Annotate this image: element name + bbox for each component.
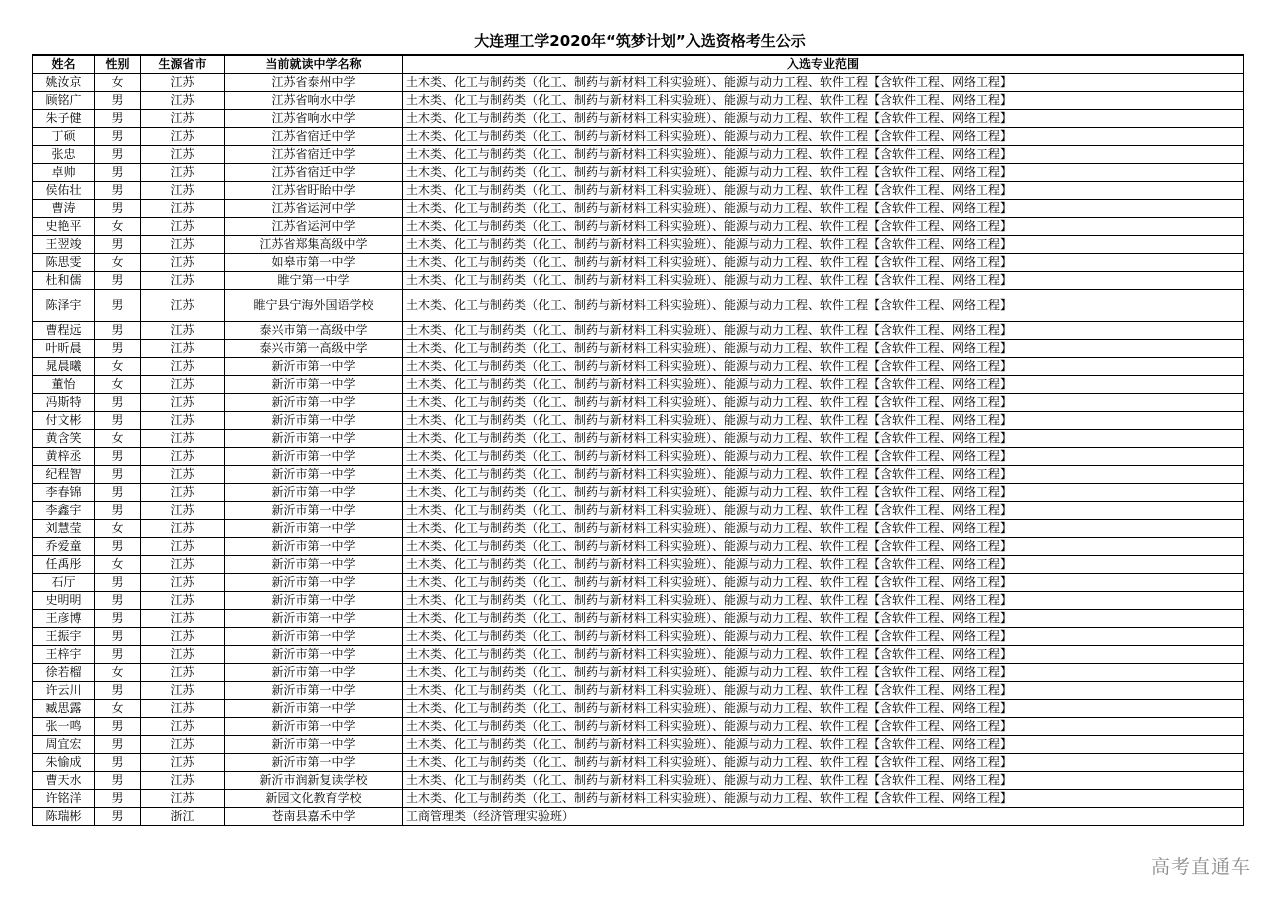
cell-major-scope: 土木类、化工与制药类（化工、制药与新材料工科实验班）、能源与动力工程、软件工程【含软件工程、网络工程】 — [403, 272, 1244, 290]
cell-major-scope: 土木类、化工与制药类（化工、制药与新材料工科实验班）、能源与动力工程、软件工程【含软件工程、网络工程】 — [403, 182, 1244, 200]
cell-major-scope: 土木类、化工与制药类（化工、制药与新材料工科实验班）、能源与动力工程、软件工程【含软件工程、网络工程】 — [403, 736, 1244, 754]
cell-school: 新沂市第一中学 — [225, 646, 403, 664]
cell-gender: 女 — [95, 358, 141, 376]
cell-name: 叶昕晨 — [33, 340, 95, 358]
cell-name: 臧思露 — [33, 700, 95, 718]
cell-gender: 男 — [95, 322, 141, 340]
cell-province: 江苏 — [141, 574, 225, 592]
cell-name: 史明明 — [33, 592, 95, 610]
cell-gender: 男 — [95, 538, 141, 556]
cell-name: 朱子健 — [33, 110, 95, 128]
cell-school: 新沂市第一中学 — [225, 358, 403, 376]
cell-major-scope: 土木类、化工与制药类（化工、制药与新材料工科实验班）、能源与动力工程、软件工程【含软件工程、网络工程】 — [403, 682, 1244, 700]
cell-school: 新沂市第一中学 — [225, 574, 403, 592]
cell-name: 王梓宇 — [33, 646, 95, 664]
cell-gender: 男 — [95, 718, 141, 736]
cell-major-scope: 土木类、化工与制药类（化工、制药与新材料工科实验班）、能源与动力工程、软件工程【含软件工程、网络工程】 — [403, 394, 1244, 412]
table-row — [33, 718, 1244, 736]
cell-name: 陈瑞彬 — [33, 808, 95, 826]
watermark-text: 高考直通车 — [1150, 856, 1251, 878]
cell-province: 江苏 — [141, 290, 225, 322]
cell-major-scope: 土木类、化工与制药类（化工、制药与新材料工科实验班）、能源与动力工程、软件工程【含软件工程、网络工程】 — [403, 700, 1244, 718]
cell-school: 如皋市第一中学 — [225, 254, 403, 272]
cell-gender: 男 — [95, 128, 141, 146]
cell-name: 周宜宏 — [33, 736, 95, 754]
cell-major-scope: 土木类、化工与制药类（化工、制药与新材料工科实验班）、能源与动力工程、软件工程【含软件工程、网络工程】 — [403, 92, 1244, 110]
cell-school: 苍南县嘉禾中学 — [225, 808, 403, 826]
cell-province: 江苏 — [141, 790, 225, 808]
cell-school: 泰兴市第一高级中学 — [225, 322, 403, 340]
cell-major-scope: 土木类、化工与制药类（化工、制药与新材料工科实验班）、能源与动力工程、软件工程【含软件工程、网络工程】 — [403, 538, 1244, 556]
cell-province: 江苏 — [141, 394, 225, 412]
cell-school: 新沂市第一中学 — [225, 664, 403, 682]
cell-province: 江苏 — [141, 592, 225, 610]
cell-school: 新沂市润新复读学校 — [225, 772, 403, 790]
cell-major-scope: 土木类、化工与制药类（化工、制药与新材料工科实验班）、能源与动力工程、软件工程【含软件工程、网络工程】 — [403, 74, 1244, 92]
cell-name: 冯斯特 — [33, 394, 95, 412]
table-row — [33, 466, 1244, 484]
header-province: 生源省市 — [141, 55, 225, 74]
cell-province: 江苏 — [141, 430, 225, 448]
cell-name: 王振宇 — [33, 628, 95, 646]
cell-name: 曹天水 — [33, 772, 95, 790]
table-row — [33, 520, 1244, 538]
table-row — [33, 254, 1244, 272]
cell-province: 江苏 — [141, 164, 225, 182]
cell-school: 江苏省运河中学 — [225, 200, 403, 218]
cell-major-scope: 土木类、化工与制药类（化工、制药与新材料工科实验班）、能源与动力工程、软件工程【含软件工程、网络工程】 — [403, 358, 1244, 376]
cell-province: 江苏 — [141, 128, 225, 146]
cell-gender: 男 — [95, 790, 141, 808]
cell-major-scope: 土木类、化工与制药类（化工、制药与新材料工科实验班）、能源与动力工程、软件工程【含软件工程、网络工程】 — [403, 592, 1244, 610]
cell-province: 江苏 — [141, 646, 225, 664]
cell-province: 江苏 — [141, 146, 225, 164]
cell-name: 乔爱童 — [33, 538, 95, 556]
cell-school: 新沂市第一中学 — [225, 628, 403, 646]
cell-school: 新沂市第一中学 — [225, 502, 403, 520]
table-row — [33, 610, 1244, 628]
cell-province: 江苏 — [141, 664, 225, 682]
cell-major-scope: 土木类、化工与制药类（化工、制药与新材料工科实验班）、能源与动力工程、软件工程【含软件工程、网络工程】 — [403, 790, 1244, 808]
cell-gender: 女 — [95, 376, 141, 394]
cell-province: 江苏 — [141, 700, 225, 718]
cell-school: 江苏省宿迁中学 — [225, 128, 403, 146]
cell-school: 新沂市第一中学 — [225, 394, 403, 412]
cell-gender: 男 — [95, 502, 141, 520]
cell-name: 李春锦 — [33, 484, 95, 502]
cell-gender: 男 — [95, 92, 141, 110]
table-row — [33, 700, 1244, 718]
cell-school: 新园文化教育学校 — [225, 790, 403, 808]
table-row — [33, 376, 1244, 394]
cell-major-scope: 土木类、化工与制药类（化工、制药与新材料工科实验班）、能源与动力工程、软件工程【含软件工程、网络工程】 — [403, 484, 1244, 502]
cell-name: 张一鸣 — [33, 718, 95, 736]
table-row — [33, 664, 1244, 682]
cell-province: 江苏 — [141, 736, 225, 754]
cell-province: 江苏 — [141, 610, 225, 628]
cell-major-scope: 土木类、化工与制药类（化工、制药与新材料工科实验班）、能源与动力工程、软件工程【含软件工程、网络工程】 — [403, 164, 1244, 182]
cell-province: 江苏 — [141, 718, 225, 736]
header-major-scope: 入选专业范围 — [403, 55, 1244, 74]
cell-school: 新沂市第一中学 — [225, 718, 403, 736]
cell-gender: 男 — [95, 448, 141, 466]
table-row — [33, 218, 1244, 236]
table-row — [33, 808, 1244, 826]
cell-gender: 女 — [95, 430, 141, 448]
cell-name: 陈思雯 — [33, 254, 95, 272]
cell-name: 石厅 — [33, 574, 95, 592]
cell-province: 江苏 — [141, 200, 225, 218]
cell-gender: 女 — [95, 520, 141, 538]
cell-school: 江苏省运河中学 — [225, 218, 403, 236]
cell-gender: 男 — [95, 484, 141, 502]
cell-name: 董怡 — [33, 376, 95, 394]
cell-major-scope: 工商管理类（经济管理实验班） — [403, 808, 1244, 826]
cell-school: 江苏省宿迁中学 — [225, 164, 403, 182]
cell-gender: 男 — [95, 290, 141, 322]
cell-school: 睢宁县宁海外国语学校 — [225, 290, 403, 322]
cell-gender: 男 — [95, 628, 141, 646]
cell-school: 泰兴市第一高级中学 — [225, 340, 403, 358]
cell-school: 新沂市第一中学 — [225, 466, 403, 484]
table-row — [33, 412, 1244, 430]
table-row — [33, 146, 1244, 164]
cell-gender: 男 — [95, 646, 141, 664]
table-header-row — [33, 55, 1244, 74]
cell-province: 江苏 — [141, 412, 225, 430]
cell-name: 张忠 — [33, 146, 95, 164]
cell-gender: 男 — [95, 182, 141, 200]
header-name: 姓名 — [33, 55, 95, 74]
cell-gender: 女 — [95, 664, 141, 682]
cell-major-scope: 土木类、化工与制药类（化工、制药与新材料工科实验班）、能源与动力工程、软件工程【含软件工程、网络工程】 — [403, 290, 1244, 322]
cell-school: 新沂市第一中学 — [225, 412, 403, 430]
table-row — [33, 74, 1244, 92]
table-row — [33, 92, 1244, 110]
cell-name: 陈泽宇 — [33, 290, 95, 322]
cell-school: 新沂市第一中学 — [225, 556, 403, 574]
cell-name: 曹涛 — [33, 200, 95, 218]
cell-gender: 男 — [95, 610, 141, 628]
cell-province: 江苏 — [141, 682, 225, 700]
table-row — [33, 592, 1244, 610]
cell-name: 丁硕 — [33, 128, 95, 146]
cell-name: 晁晨曦 — [33, 358, 95, 376]
cell-province: 江苏 — [141, 110, 225, 128]
cell-school: 江苏省郑集高级中学 — [225, 236, 403, 254]
page-title: 大连理工学2020年“筑梦计划”入选资格考生公示 — [474, 32, 806, 50]
table-row — [33, 394, 1244, 412]
cell-gender: 男 — [95, 682, 141, 700]
cell-name: 李鑫宇 — [33, 502, 95, 520]
table-row — [33, 646, 1244, 664]
cell-school: 新沂市第一中学 — [225, 754, 403, 772]
table-row — [33, 272, 1244, 290]
cell-gender: 男 — [95, 340, 141, 358]
cell-major-scope: 土木类、化工与制药类（化工、制药与新材料工科实验班）、能源与动力工程、软件工程【含软件工程、网络工程】 — [403, 664, 1244, 682]
cell-province: 江苏 — [141, 628, 225, 646]
cell-school: 新沂市第一中学 — [225, 682, 403, 700]
cell-major-scope: 土木类、化工与制药类（化工、制药与新材料工科实验班）、能源与动力工程、软件工程【含软件工程、网络工程】 — [403, 236, 1244, 254]
cell-name: 史艳平 — [33, 218, 95, 236]
table-row — [33, 290, 1244, 322]
cell-major-scope: 土木类、化工与制药类（化工、制药与新材料工科实验班）、能源与动力工程、软件工程【含软件工程、网络工程】 — [403, 430, 1244, 448]
table-row — [33, 682, 1244, 700]
cell-province: 江苏 — [141, 484, 225, 502]
cell-province: 江苏 — [141, 92, 225, 110]
cell-major-scope: 土木类、化工与制药类（化工、制药与新材料工科实验班）、能源与动力工程、软件工程【含软件工程、网络工程】 — [403, 574, 1244, 592]
cell-school: 新沂市第一中学 — [225, 484, 403, 502]
cell-major-scope: 土木类、化工与制药类（化工、制药与新材料工科实验班）、能源与动力工程、软件工程【含软件工程、网络工程】 — [403, 718, 1244, 736]
cell-gender: 女 — [95, 254, 141, 272]
table-row — [33, 430, 1244, 448]
cell-gender: 男 — [95, 808, 141, 826]
cell-gender: 男 — [95, 736, 141, 754]
cell-major-scope: 土木类、化工与制药类（化工、制药与新材料工科实验班）、能源与动力工程、软件工程【含软件工程、网络工程】 — [403, 610, 1244, 628]
header-gender: 性别 — [95, 55, 141, 74]
cell-name: 王翌竣 — [33, 236, 95, 254]
table-row — [33, 322, 1244, 340]
cell-gender: 男 — [95, 200, 141, 218]
cell-name: 许云川 — [33, 682, 95, 700]
cell-province: 江苏 — [141, 772, 225, 790]
cell-gender: 男 — [95, 772, 141, 790]
cell-gender: 女 — [95, 218, 141, 236]
cell-school: 新沂市第一中学 — [225, 700, 403, 718]
cell-name: 姚汝京 — [33, 74, 95, 92]
cell-school: 江苏省泰州中学 — [225, 74, 403, 92]
cell-gender: 男 — [95, 272, 141, 290]
table-row — [33, 790, 1244, 808]
cell-major-scope: 土木类、化工与制药类（化工、制药与新材料工科实验班）、能源与动力工程、软件工程【含软件工程、网络工程】 — [403, 754, 1244, 772]
candidate-table — [32, 54, 1244, 826]
cell-gender: 男 — [95, 466, 141, 484]
cell-name: 任禹彤 — [33, 556, 95, 574]
cell-name: 朱愉成 — [33, 754, 95, 772]
cell-name: 许铭洋 — [33, 790, 95, 808]
cell-major-scope: 土木类、化工与制药类（化工、制药与新材料工科实验班）、能源与动力工程、软件工程【含软件工程、网络工程】 — [403, 376, 1244, 394]
cell-province: 江苏 — [141, 358, 225, 376]
cell-school: 新沂市第一中学 — [225, 448, 403, 466]
cell-province: 江苏 — [141, 272, 225, 290]
table-row — [33, 128, 1244, 146]
cell-major-scope: 土木类、化工与制药类（化工、制药与新材料工科实验班）、能源与动力工程、软件工程【含软件工程、网络工程】 — [403, 556, 1244, 574]
cell-school: 江苏省盱眙中学 — [225, 182, 403, 200]
table-row — [33, 502, 1244, 520]
cell-major-scope: 土木类、化工与制药类（化工、制药与新材料工科实验班）、能源与动力工程、软件工程【含软件工程、网络工程】 — [403, 466, 1244, 484]
cell-major-scope: 土木类、化工与制药类（化工、制药与新材料工科实验班）、能源与动力工程、软件工程【含软件工程、网络工程】 — [403, 146, 1244, 164]
cell-gender: 女 — [95, 700, 141, 718]
cell-province: 江苏 — [141, 466, 225, 484]
cell-major-scope: 土木类、化工与制药类（化工、制药与新材料工科实验班）、能源与动力工程、软件工程【含软件工程、网络工程】 — [403, 340, 1244, 358]
cell-province: 江苏 — [141, 556, 225, 574]
cell-province: 江苏 — [141, 502, 225, 520]
table-row — [33, 182, 1244, 200]
cell-name: 刘慧莹 — [33, 520, 95, 538]
cell-province: 江苏 — [141, 322, 225, 340]
table-row — [33, 164, 1244, 182]
table-row — [33, 484, 1244, 502]
cell-province: 江苏 — [141, 74, 225, 92]
cell-major-scope: 土木类、化工与制药类（化工、制药与新材料工科实验班）、能源与动力工程、软件工程【含软件工程、网络工程】 — [403, 412, 1244, 430]
cell-school: 江苏省响水中学 — [225, 110, 403, 128]
cell-province: 江苏 — [141, 182, 225, 200]
cell-school: 江苏省宿迁中学 — [225, 146, 403, 164]
cell-name: 王彦博 — [33, 610, 95, 628]
cell-name: 侯佑壮 — [33, 182, 95, 200]
table-row — [33, 340, 1244, 358]
cell-school: 新沂市第一中学 — [225, 736, 403, 754]
cell-name: 黄含笑 — [33, 430, 95, 448]
table-row — [33, 574, 1244, 592]
cell-school: 新沂市第一中学 — [225, 538, 403, 556]
cell-province: 江苏 — [141, 376, 225, 394]
cell-gender: 男 — [95, 574, 141, 592]
cell-province: 江苏 — [141, 254, 225, 272]
cell-major-scope: 土木类、化工与制药类（化工、制药与新材料工科实验班）、能源与动力工程、软件工程【含软件工程、网络工程】 — [403, 322, 1244, 340]
cell-major-scope: 土木类、化工与制药类（化工、制药与新材料工科实验班）、能源与动力工程、软件工程【含软件工程、网络工程】 — [403, 218, 1244, 236]
cell-major-scope: 土木类、化工与制药类（化工、制药与新材料工科实验班）、能源与动力工程、软件工程【含软件工程、网络工程】 — [403, 502, 1244, 520]
cell-gender: 男 — [95, 412, 141, 430]
table-row — [33, 200, 1244, 218]
cell-major-scope: 土木类、化工与制药类（化工、制药与新材料工科实验班）、能源与动力工程、软件工程【含软件工程、网络工程】 — [403, 254, 1244, 272]
cell-name: 黄梓丞 — [33, 448, 95, 466]
cell-major-scope: 土木类、化工与制药类（化工、制药与新材料工科实验班）、能源与动力工程、软件工程【含软件工程、网络工程】 — [403, 448, 1244, 466]
cell-name: 卓帅 — [33, 164, 95, 182]
table-row — [33, 358, 1244, 376]
table-row — [33, 772, 1244, 790]
cell-name: 顾铭广 — [33, 92, 95, 110]
cell-major-scope: 土木类、化工与制药类（化工、制药与新材料工科实验班）、能源与动力工程、软件工程【含软件工程、网络工程】 — [403, 128, 1244, 146]
cell-province: 江苏 — [141, 218, 225, 236]
cell-major-scope: 土木类、化工与制药类（化工、制药与新材料工科实验班）、能源与动力工程、软件工程【含软件工程、网络工程】 — [403, 110, 1244, 128]
cell-name: 曹程远 — [33, 322, 95, 340]
cell-gender: 男 — [95, 394, 141, 412]
table-row — [33, 538, 1244, 556]
cell-school: 新沂市第一中学 — [225, 376, 403, 394]
table-row — [33, 736, 1244, 754]
cell-gender: 男 — [95, 236, 141, 254]
cell-school: 睢宁第一中学 — [225, 272, 403, 290]
table-row — [33, 556, 1244, 574]
cell-province: 江苏 — [141, 236, 225, 254]
cell-school: 新沂市第一中学 — [225, 610, 403, 628]
cell-major-scope: 土木类、化工与制药类（化工、制药与新材料工科实验班）、能源与动力工程、软件工程【含软件工程、网络工程】 — [403, 628, 1244, 646]
cell-gender: 女 — [95, 556, 141, 574]
cell-major-scope: 土木类、化工与制药类（化工、制药与新材料工科实验班）、能源与动力工程、软件工程【含软件工程、网络工程】 — [403, 772, 1244, 790]
cell-school: 新沂市第一中学 — [225, 520, 403, 538]
cell-school: 江苏省响水中学 — [225, 92, 403, 110]
cell-gender: 男 — [95, 754, 141, 772]
cell-name: 徐若榴 — [33, 664, 95, 682]
cell-province: 江苏 — [141, 340, 225, 358]
cell-name: 纪程智 — [33, 466, 95, 484]
cell-gender: 男 — [95, 164, 141, 182]
cell-province: 江苏 — [141, 448, 225, 466]
cell-name: 付文彬 — [33, 412, 95, 430]
cell-gender: 男 — [95, 592, 141, 610]
cell-gender: 男 — [95, 146, 141, 164]
header-school: 当前就读中学名称 — [225, 55, 403, 74]
cell-school: 新沂市第一中学 — [225, 430, 403, 448]
cell-major-scope: 土木类、化工与制药类（化工、制药与新材料工科实验班）、能源与动力工程、软件工程【含软件工程、网络工程】 — [403, 520, 1244, 538]
table-row — [33, 754, 1244, 772]
cell-major-scope: 土木类、化工与制药类（化工、制药与新材料工科实验班）、能源与动力工程、软件工程【含软件工程、网络工程】 — [403, 200, 1244, 218]
cell-gender: 男 — [95, 110, 141, 128]
cell-school: 新沂市第一中学 — [225, 592, 403, 610]
table-body — [33, 74, 1244, 826]
table-row — [33, 628, 1244, 646]
table-row — [33, 110, 1244, 128]
cell-gender: 女 — [95, 74, 141, 92]
cell-name: 杜和儒 — [33, 272, 95, 290]
cell-province: 江苏 — [141, 520, 225, 538]
cell-province: 浙江 — [141, 808, 225, 826]
cell-province: 江苏 — [141, 754, 225, 772]
cell-major-scope: 土木类、化工与制药类（化工、制药与新材料工科实验班）、能源与动力工程、软件工程【含软件工程、网络工程】 — [403, 646, 1244, 664]
cell-province: 江苏 — [141, 538, 225, 556]
table-row — [33, 448, 1244, 466]
table-row — [33, 236, 1244, 254]
